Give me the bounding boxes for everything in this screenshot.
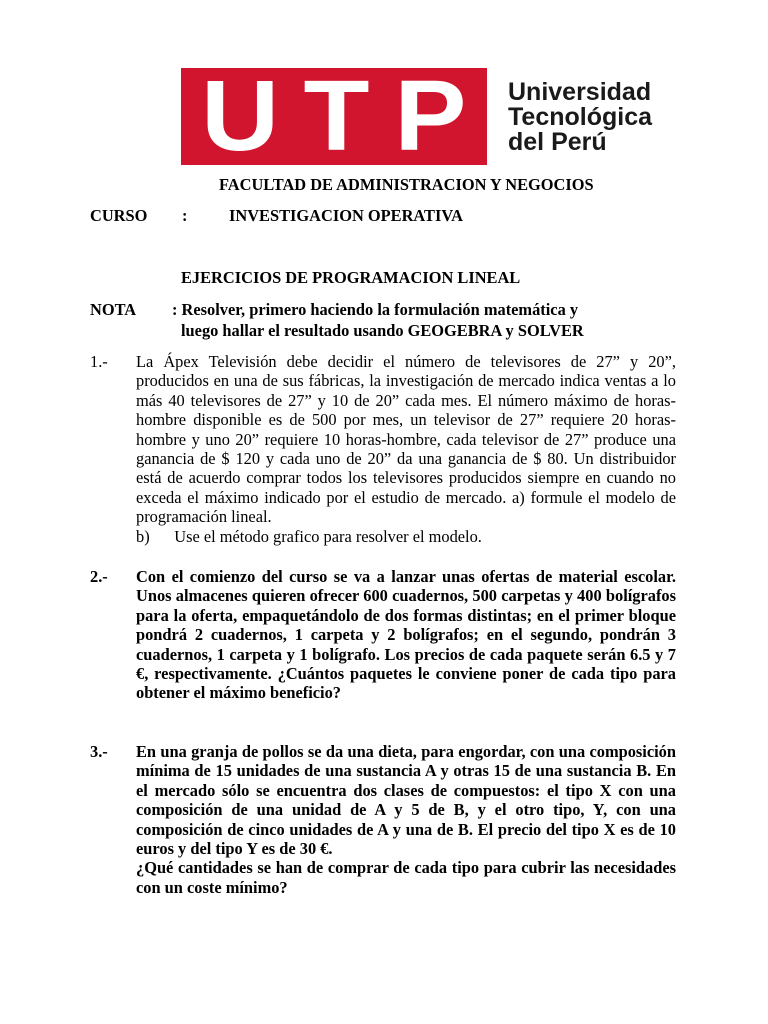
course-name: INVESTIGACION OPERATIVA xyxy=(229,206,463,225)
exercise-1-sub-b: b) Use el método grafico para resolver el modelo. xyxy=(136,526,482,546)
logo-letter-p: P xyxy=(394,60,467,172)
note-line-2: luego hallar el resultado usando GEOGEBRA y SOLVER xyxy=(181,321,584,340)
university-name-line1: Universidad xyxy=(508,78,652,106)
exercise-3-body: En una granja de pollos se da una dieta, para engordar, con una composición mínima de 15 unidades de una sustancia A y otras 15 de una sustancia B. En el mercado sólo se encuentra dos clases de compuestos: el tipo X con una composición de una unidad de A y 5 de B, y el otro tipo, Y, con una composición de cinco unidades de A y una de B. El precio del tipo X es de 10 euros y del tipo Y es de 30 €. xyxy=(136,742,676,859)
logo-letter-t: T xyxy=(303,60,370,172)
university-name xyxy=(508,80,652,155)
exercise-1-body: La Ápex Televisión debe decidir el número de televisores de 27” y 20”, producidos en una de sus fábricas, la investigación de mercado indica ventas a lo más 40 televisores de 27” y 10 de 20” cada mes. El número máximo de horas-hombre disponible es de 500 por mes, un televisor de 27” requiere 20 horas-hombre y uno 20” requiere 10 horas-hombre, cada televisor de 27” produce una ganancia de $ 120 y cada uno de 20” da una ganancia de $ 80. Un distribuidor está de acuerdo comprar todos los televisores producidos siempre en cuando no exceda el máximo indicado por el estudio de mercado. a) formule el modelo de programación lineal. xyxy=(136,352,676,527)
exercise-1-text xyxy=(136,352,676,546)
exercise-2-number: 2.- xyxy=(90,567,108,586)
exercise-3-question: ¿Qué cantidades se han de comprar de cada tipo para cubrir las necesidades con un coste mínimo? xyxy=(136,858,676,897)
course-label: CURSO xyxy=(90,206,148,225)
exercise-2-text: Con el comienzo del curso se va a lanzar unas ofertas de material escolar. Unos almacenes quieren ofrecer 600 cuadernos, 500 carpetas y 400 bolígrafos para la oferta, empaquetándolo de dos formas distintas; en el primer bloque pondrá 2 cuadernos, 1 carpeta y 2 bolígrafos; en el segundo, pondrán 3 cuadernos, 1 carpeta y 1 bolígrafo. Los precios de cada paquete serán 6.5 y 7 €, respectivamente. ¿Cuántos paquetes le conviene poner de cada tipo para obtener el máximo beneficio? xyxy=(136,567,676,703)
university-name-line3: del Perú xyxy=(508,128,607,156)
note-line-1: : Resolver, primero haciendo la formulación matemática y xyxy=(172,300,579,319)
note-label: NOTA xyxy=(90,300,137,319)
logo-letter-u: U xyxy=(201,60,280,172)
section-title: EJERCICIOS DE PROGRAMACION LINEAL xyxy=(181,268,521,287)
course-colon: : xyxy=(182,206,188,225)
faculty-title: FACULTAD DE ADMINISTRACION Y NEGOCIOS xyxy=(219,175,594,194)
logo-red-block xyxy=(181,60,487,172)
exercise-3-text xyxy=(136,742,676,897)
utp-logo xyxy=(181,60,653,172)
exercise-1-number: 1.- xyxy=(90,352,108,371)
exercise-3-number: 3.- xyxy=(90,742,108,761)
university-name-line2: Tecnológica xyxy=(508,103,653,131)
